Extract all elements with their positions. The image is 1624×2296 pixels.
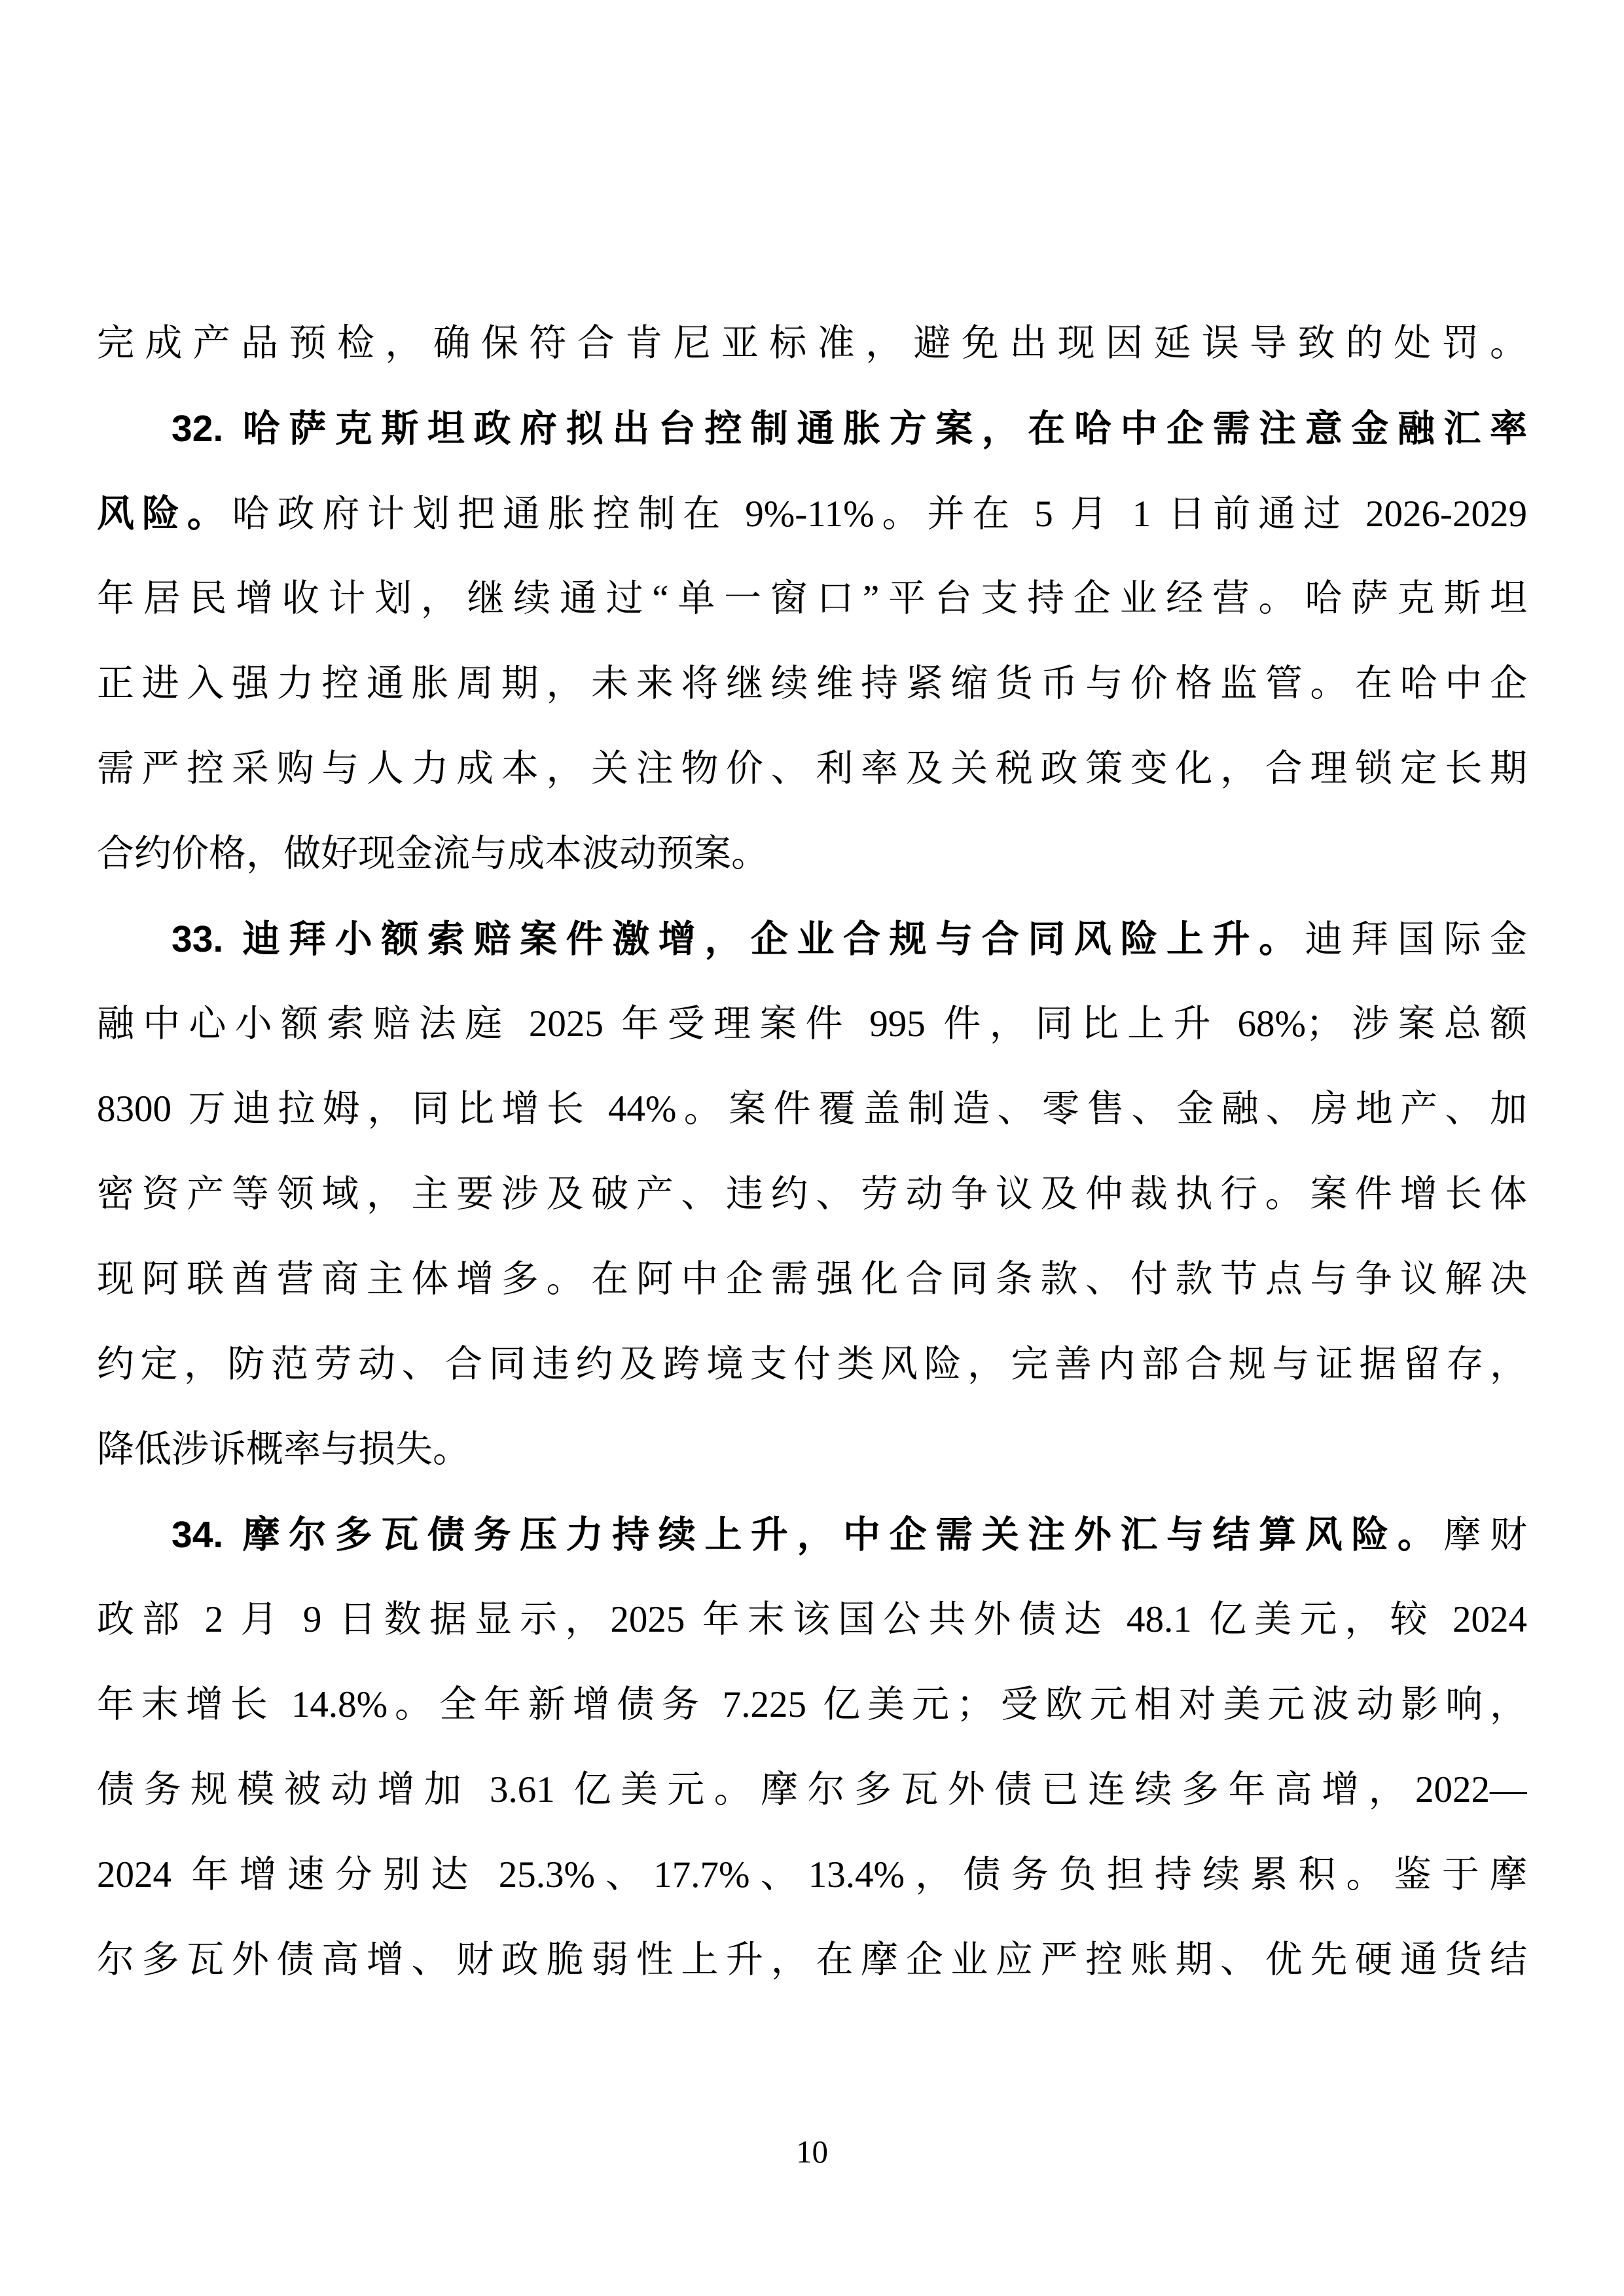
text-line <box>97 897 1527 982</box>
text-line <box>97 386 1527 471</box>
text-line <box>97 1067 1527 1152</box>
text-run: 需严控采购与人力成本，关注物价、利率及关税政策变化，合理锁定长期 <box>97 748 1527 789</box>
text-line <box>97 301 1527 386</box>
text-line <box>97 1833 1527 1918</box>
text-line <box>97 726 1527 812</box>
text-line <box>97 1322 1527 1407</box>
text-run: 完成产品预检，确保符合肯尼亚标准，避免出现因延误导致的处罚。 <box>97 323 1527 364</box>
text-run: 合约价格，做好现金流与成本波动预案。 <box>97 833 768 874</box>
body-text <box>97 301 1527 2003</box>
bold-text-run: 32. 哈萨克斯坦政府拟出台控制通胀方案，在哈中企需注意金融汇率 <box>171 408 1527 450</box>
text-line <box>97 1492 1527 1577</box>
text-line <box>97 641 1527 726</box>
text-run: 债务规模被动增加 3.61 亿美元。摩尔多瓦外债已连续多年高增，2022— <box>97 1769 1527 1810</box>
text-line <box>97 982 1527 1067</box>
text-run: 尔多瓦外债高增、财政脆弱性上升，在摩企业应严控账期、优先硬通货结 <box>97 1939 1527 1981</box>
bold-text-run: 33. 迪拜小额索赔案件激增，企业合规与合同风险上升。 <box>171 918 1305 960</box>
text-line <box>97 1918 1527 2003</box>
text-run: 正进入强力控通胀周期，未来将继续维持紧缩货币与价格监管。在哈中企 <box>97 663 1527 704</box>
text-run: 约定，防范劳动、合同违约及跨境支付类风险，完善内部合规与证据留存， <box>97 1344 1527 1385</box>
text-line <box>97 812 1527 897</box>
text-run: 政部 2 月 9 日数据显示，2025 年末该国公共外债达 48.1 亿美元，较 2024 <box>97 1599 1527 1640</box>
bold-text-run: 34. 摩尔多瓦债务压力持续上升，中企需关注外汇与结算风险。 <box>171 1514 1444 1556</box>
text-run: 迪拜国际金 <box>1305 919 1527 960</box>
text-run: 摩财 <box>1443 1515 1527 1556</box>
text-line <box>97 1577 1527 1662</box>
text-line <box>97 1662 1527 1748</box>
text-line <box>97 471 1527 556</box>
text-line <box>97 1748 1527 1833</box>
text-run: 哈政府计划把通胀控制在 9%-11%。并在 5 月 1 日前通过 2026-2029 <box>232 493 1527 535</box>
text-run: 8300 万迪拉姆，同比增长 44%。案件覆盖制造、零售、金融、房地产、加 <box>97 1088 1527 1130</box>
text-run: 年末增长 14.8%。全年新增债务 7.225 亿美元；受欧元相对美元波动影响， <box>97 1684 1527 1725</box>
text-line <box>97 1152 1527 1237</box>
page-number: 10 <box>796 2134 828 2170</box>
text-line <box>97 1407 1527 1492</box>
text-run: 年居民增收计划，继续通过“单一窗口”平台支持企业经营。哈萨克斯坦 <box>97 578 1527 619</box>
text-run: 密资产等领域，主要涉及破产、违约、劳动争议及仲裁执行。案件增长体 <box>97 1174 1527 1215</box>
text-run: 融中心小额索赔法庭 2025 年受理案件 995 件，同比上升 68%；涉案总额 <box>97 1003 1527 1045</box>
text-run: 2024 年增速分别达 25.3%、17.7%、13.4%，债务负担持续累积。鉴于摩 <box>97 1854 1527 1895</box>
bold-text-run: 风险。 <box>97 493 232 535</box>
text-run: 现阿联酋营商主体增多。在阿中企需强化合同条款、付款节点与争议解决 <box>97 1259 1527 1300</box>
text-line <box>97 1237 1527 1322</box>
text-line <box>97 556 1527 641</box>
text-run: 降低涉诉概率与损失。 <box>97 1429 470 1470</box>
